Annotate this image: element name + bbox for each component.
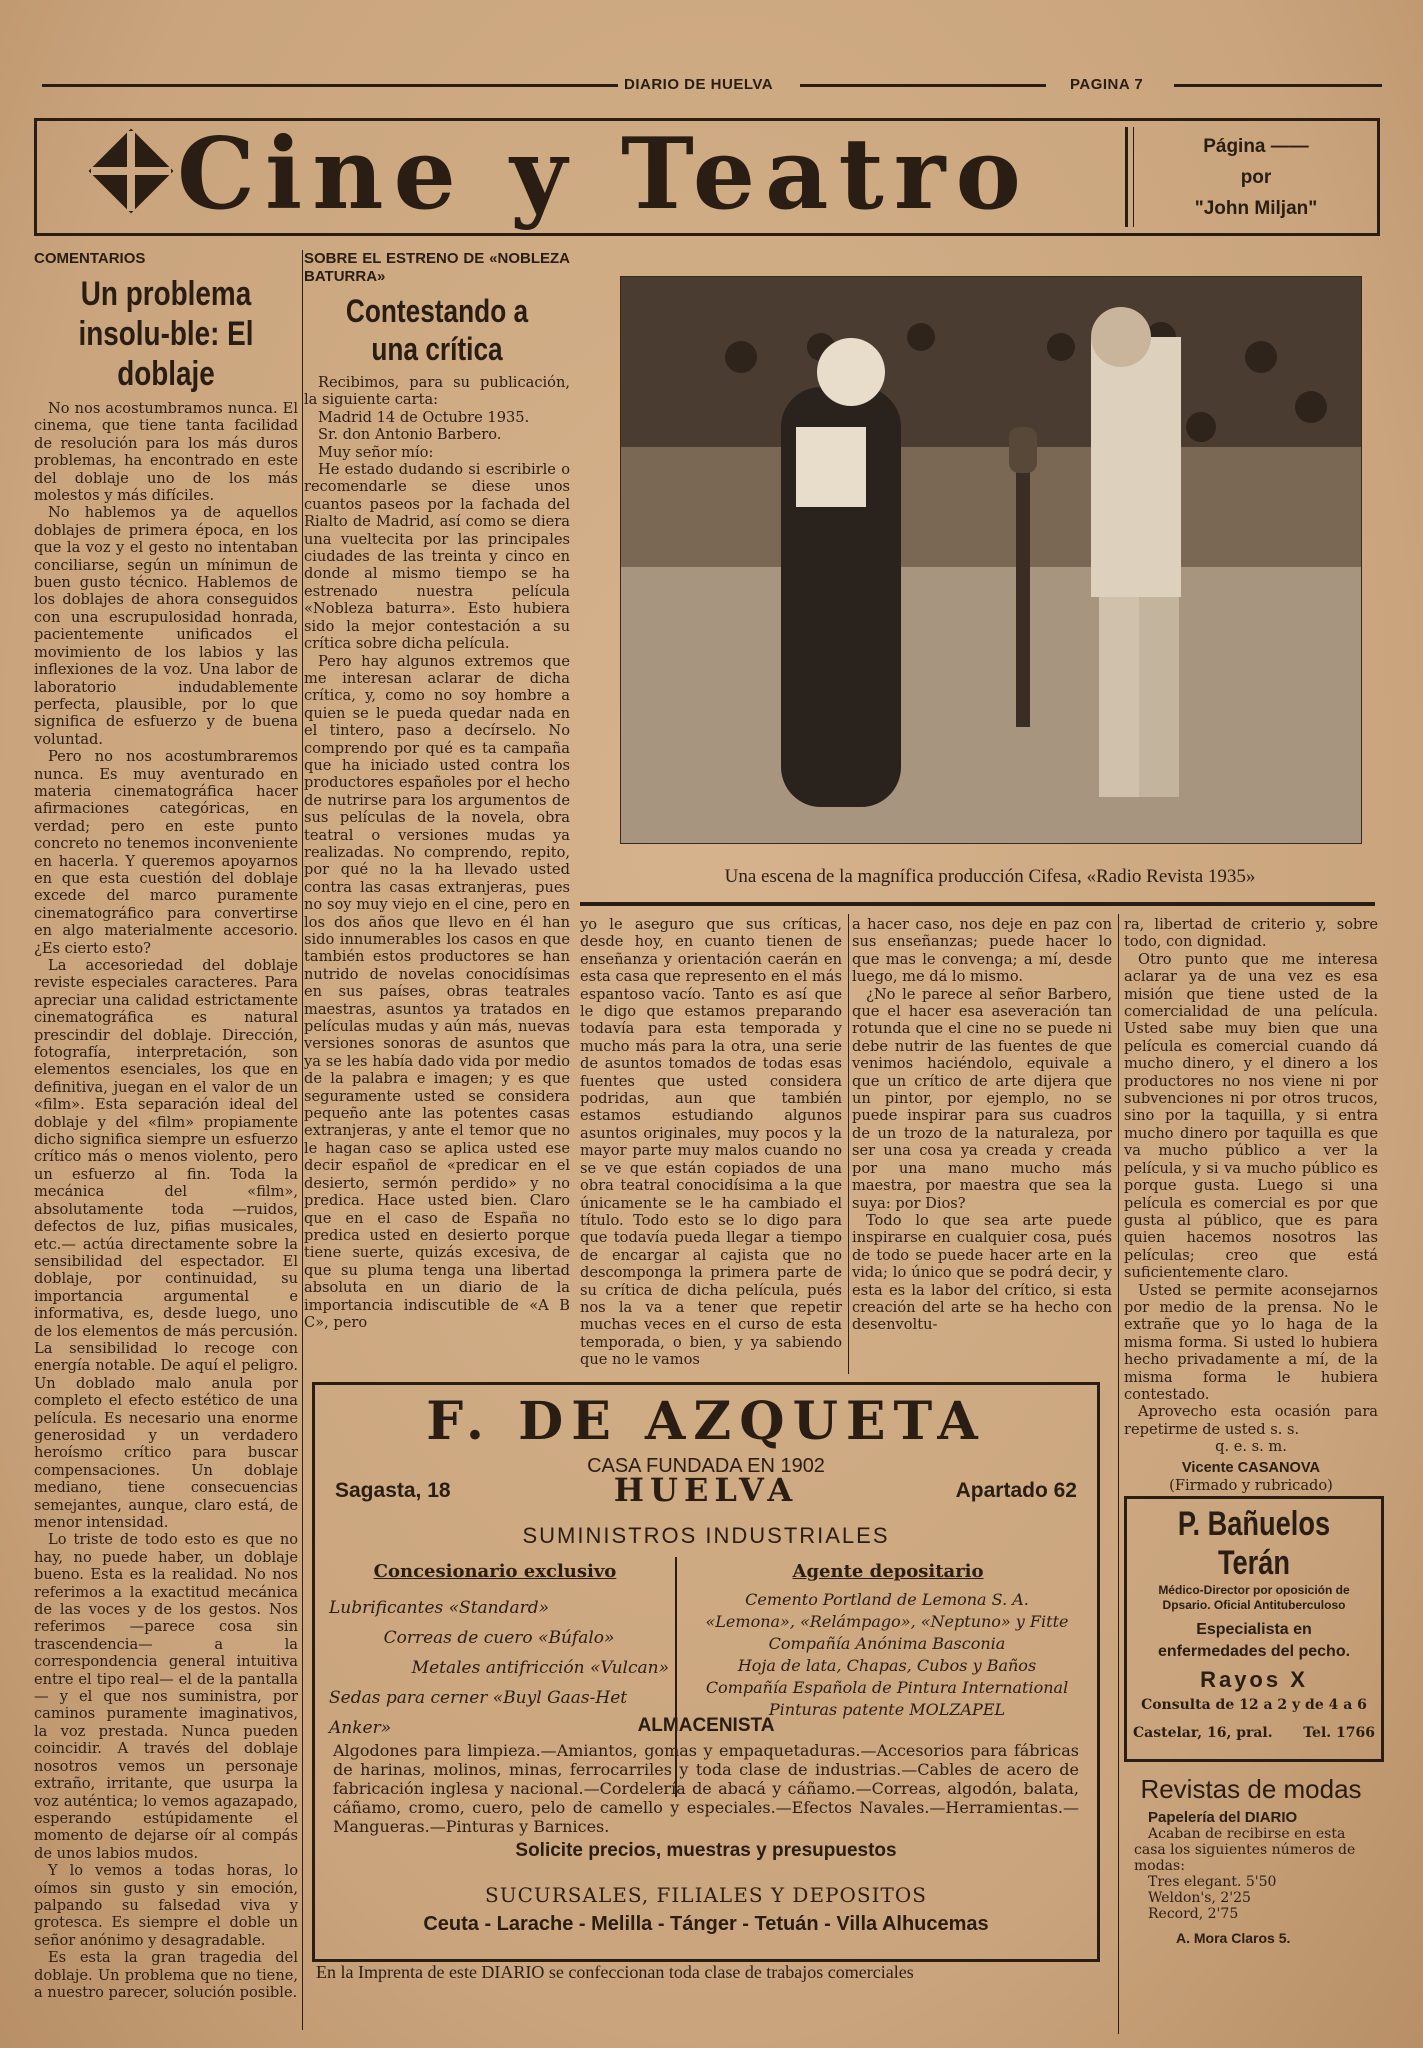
- scene-illustration: [621, 277, 1361, 843]
- ad-left-head: Concesionario exclusivo: [373, 1561, 617, 1582]
- article-contestando: [304, 250, 570, 1331]
- paragraph: Otro punto que me interesa aclarar ya de una vez es esa misión que tiene usted de la comercialidad de una película. Usted sabe muy bien que una película es comercial cuando dá mucho dinero, y el dinero a los productores no nos viene ni por subvenciones ni por otros trucos, sino por la taquilla, y si entra mucho dinero por taquilla es que va mucho público a ver la película, y si va mucho público es porque gusta. Luego si una película es comercial es por que gusta al público, que es para quien hacemos nosotros las películas; creo que está suficientemente claro.: [1124, 950, 1378, 1282]
- header-rule-mid: [800, 84, 1046, 87]
- paragraph: Todo lo que sea arte puede inspirarse en cualquier cosa, pués de todo se puede hacer arte en la vida; lo único que se podrá decir, y esta es la labor del crítico, si esta creación del arte se ha hecho con desenvoltu-: [852, 1211, 1112, 1334]
- azqueta-advertisement: [312, 1382, 1100, 1962]
- column-rule: [302, 250, 303, 2030]
- ad-left-item: Metales antifricción «Vulcan»: [411, 1658, 669, 1678]
- section-title: Cine y Teatro: [177, 117, 1031, 232]
- ad-left-item: Lubrificantes «Standard»: [329, 1598, 550, 1618]
- ad-right-item: Compañía Española de Pintura International: [705, 1678, 1069, 1697]
- paragraph: Es esta la gran tragedia del doblaje. Un problema que no tiene, a nuestro parecer, solución posible.: [34, 1949, 298, 2001]
- paragraph: q. e. s. m.: [1215, 1438, 1287, 1456]
- paragraph: No nos acostumbramos nunca. El cinema, que tiene tanta facilidad de resolución para los más duros problemas, ha encontrado en este del doblaje uno de los más molestos y más difíciles.: [34, 400, 298, 505]
- masthead-divider: [1125, 127, 1128, 227]
- ad-branches: Ceuta - Larache - Melilla - Tánger - Tetuán - Villa Alhucemas: [423, 1913, 989, 1935]
- article-kicker: COMENTARIOS: [34, 250, 146, 267]
- paragraph: Sr. don Antonio Barbero.: [318, 426, 502, 444]
- paper-name: DIARIO DE HUELVA: [624, 76, 774, 93]
- byline-line-3: "John Miljan": [1194, 198, 1318, 219]
- paragraph: Pero hay algunos extremos que me interesan aclarar de dicha crítica, y, como no soy hombre a quien se le pueda quedar nada en el tintero, paso a decírselo. No comprendo por qué es ta campaña que ha iniciado usted contra los productores españoles por el hecho de nutrirse para los argumentos de sus películas de la novela, obra teatral o versiones mudas ya realizadas. No comprendo, repito, por qué no la ha llevado usted contra las casas extranjeras, pues no soy muy viejo en el cine, pero en los dos años que llevo en él han sido innumerables los casos en que también estos productores se han nutrido de novelas conocidísimas en sus países, obras teatrales maestras, asuntos ya tratados en películas mudas y aún más, nuevas versiones sonoras de asuntos que ya se les había dado vida por medio de la palabra e imagen; y es que seguramente usted se considera pequeño ante las potentes casas extranjeras, y ante el temor que no le hagan caso se aplica usted ese decir español de «predicar en el desierto, sermón perdido» y no predica. Hace usted bien. Claro que en el caso de España no predica usted en desierto porque tiene suerte, quizás excesiva, de que su pluma tenga una libertad absoluta en un diario de la importancia indiscutible de «A B C», pero: [304, 652, 570, 1331]
- signature-note: (Firmado y rubricado): [1169, 1477, 1333, 1494]
- column-rule: [1118, 914, 1119, 2034]
- imprenta-notice: En la Imprenta de este DIARIO se confeccionan toda clase de trabajos comerciales: [316, 1962, 914, 1982]
- header-rule-left: [42, 84, 618, 87]
- paragraph: Pero no nos acostumbraremos nunca. Es muy aventurado en materia cinematográfica hacer afirmaciones categóricas, en verdad; pero en este punto concreto no tenemos inconveniente en hacerla. Y queremos apoyarnos en que esta cuestión del doblaje excede del marco puramente cinematográfico para convertirse en algo materialmente accesorio. ¿Es cierto esto?: [34, 748, 298, 957]
- paragraph: Usted se permite aconsejarnos por medio de la prensa. No le extrañe que yo lo haga de la misma forma. Si usted lo hubiera hecho privadamente a mí, de la misma forma le hubiera contestado.: [1124, 1281, 1378, 1403]
- revistas-box: [1124, 1774, 1378, 1946]
- byline-line-1: Página ——: [1203, 136, 1309, 157]
- paragraph: yo le aseguro que sus críticas, desde hoy, en cuanto tienen de enseñanza y orientación caerán en esta casa que represento en el más espantoso vacío. Tanto es así que le digo que estamos preparando todavía para esta temporada y mucho más para la otra, una serie de asuntos tomados de todas esas fuentes que usted considera podridas, aun que también estamos estudiando algunos asuntos originales, muy pocos y la mayor parte muy malos cuando no se ve que están copiados de una obra teatral conocidísima a la que únicamente se le ha cambiado el título. Todo esto se lo digo para que todavía pueda llegar a tiempo de encargar al cajista que no descomponga la primera parte de su crítica de dicha película, pués nos la va a tener que repetir muchas veces en el curso de esta temporada, o bien, y ya sabiendo que no le vamos: [580, 916, 842, 1369]
- doctor-hours: Consulta de 12 a 2 y de 4 a 6: [1141, 1697, 1367, 1713]
- diamond-ornament-icon: [89, 129, 174, 214]
- ad-almacen-text: Algodones para limpieza.—Amiantos, gomas y empaquetaduras.—Accesorios para fábricas de harinas, molinos, minas, ferrocarriles y toda clase de industrias.—Cables de acero de fabricación inglesa y nacional.—Cordelería de abacá y cáñamo.—Correas, algodón, balata, cáñamo, cromo, cuero, pelo de camello y especiales.—Efectos Navales.—Herramientas.—Mangueras.—Pinturas y Barnices.: [333, 1741, 1079, 1836]
- ad-right-item: «Lemona», «Relámpago», «Neptuno» y Fitte: [705, 1612, 1069, 1631]
- paragraph: Muy señor mío:: [318, 443, 434, 461]
- revistas-item: Tres elegant. 5'50: [1148, 1874, 1277, 1890]
- film-still-photo: [620, 276, 1362, 844]
- revistas-item: Record, 2'75: [1148, 1906, 1239, 1922]
- doctor-rayos: Rayos X: [1200, 1667, 1308, 1692]
- paragraph: Madrid 14 de Octubre 1935.: [318, 408, 530, 426]
- masthead-byline: [1151, 131, 1361, 224]
- masthead: [34, 118, 1380, 236]
- article-headline: Contestando a una crítica: [345, 293, 529, 367]
- revistas-head: Revistas de modas: [1140, 1774, 1362, 1804]
- header-rule-right: [1174, 84, 1382, 87]
- ad-right-item: Hoja de lata, Chapas, Cubos y Baños: [737, 1656, 1037, 1675]
- revistas-addr: A. Mora Claros 5.: [1176, 1930, 1291, 1946]
- letter-signature: Vicente CASANOVA: [1181, 1459, 1321, 1476]
- paragraph: ra, libertad de criterio y, sobre todo, con dignidad.: [1124, 916, 1378, 951]
- byline-line-2: por: [1240, 167, 1272, 188]
- ad-company: F. DE AZQUETA: [426, 1391, 986, 1452]
- ad-street: Sagasta, 18: [335, 1479, 451, 1502]
- paragraph: No hablemos ya de aquellos doblajes de primera época, en los que la voz y el gesto no intentaban conciliarse, según un mínimun de buen gusto técnico. Hablemos de los doblajes de ahora conseguidos con una escrupulosidad honrada, pacientemente unificados el movimiento de los labios y las inflexiones de la voz. Una labor de laboratorio indudablemente perfecta, plausible, por lo que significa de esfuerzo y de buena voluntad.: [34, 504, 298, 748]
- paragraph: a hacer caso, nos deje en paz con sus enseñanzas; puede hacer lo que mas le convenga; a mí, desde luego, me dá lo mismo.: [852, 916, 1112, 986]
- doctor-advertisement: [1124, 1496, 1384, 1762]
- ad-right-item: Cemento Portland de Lemona S. A.: [745, 1590, 1029, 1609]
- article-headline: Un problema insolu-ble: El doblaje: [78, 275, 254, 393]
- ad-right-item: Compañía Anónima Basconia: [768, 1634, 1006, 1653]
- ad-branches-head: SUCURSALES, FILIALES Y DEPOSITOS: [485, 1883, 927, 1907]
- ad-almacen-head: ALMACENISTA: [637, 1715, 775, 1736]
- ad-founded: CASA FUNDADA EN 1902: [587, 1455, 825, 1477]
- ad-city: HUELVA: [613, 1471, 799, 1509]
- paragraph: Y lo vemos a todas horas, lo oímos sin gusto y sin emoción, palpando su falsedad viva y grotesca. Es siempre el doble un señor anónimo y desagradable.: [34, 1862, 298, 1949]
- doctor-name: P. Bañuelos Terán: [1177, 1505, 1331, 1582]
- photo-caption: Una escena de la magnífica producción Cifesa, «Radio Revista 1935»: [724, 866, 1256, 887]
- paragraph: ¿No le parece al señor Barbero, que el hacer esa aseveración tan rotunda que el cine no se puede ni debe nutrir de las fuentes de que venimos haciéndolo, equivale a que un crítico de arte dijera que un pintor, por ejemplo, no se puede inspirar para sus cuadros de un trozo de la naturaleza, por ser una cosa ya creada y creada por una mano mucho más maestra, por maestra que sea la suya: por Dios?: [852, 985, 1112, 1212]
- paragraph: Lo triste de todo esto es que no hay, no puede haber, un doblaje bueno. Esta es la realidad. No nos referimos a la exactitud mecánica de las voces y de los gestos. Nos referimos —parece cosa sin trascendencia— a la correspondencia general intuitiva entre el tipo real— el de la pantalla— y el que nos suministra, por caminos puramente imaginativos, la voz prestada. Nunca pueden coincidir. A través del doblaje nosotros vemos un personaje extraño, irritante, que usurpa la voz auténtica; lo vemos agazapado, esperando estúpidamente el momento de dejarse oír al compás de unos labios mudos.: [34, 1531, 298, 1862]
- doctor-specialty: Especialista en enfermedades del pecho.: [1157, 1621, 1351, 1660]
- doctor-phone: Tel. 1766: [1303, 1725, 1375, 1741]
- article-contestando-cont-3: [1124, 916, 1378, 1494]
- revistas-sub: Papelería del DIARIO: [1148, 1809, 1298, 1826]
- ad-pobox: Apartado 62: [955, 1479, 1077, 1502]
- article-contestando-cont-2: [852, 916, 1112, 1334]
- ad-right-head: Agente depositario: [792, 1561, 984, 1582]
- ad-right-item: Pinturas patente MOLZAPEL: [768, 1700, 1006, 1719]
- column-rule: [848, 914, 849, 1374]
- doctor-title: Médico-Director por oposición de Dpsario. Oficial Antituberculoso: [1158, 1583, 1350, 1612]
- paragraph: He estado dudando si escribirle o recomendarle se diese unos cuantos paseos por la fachada del Rialto de Madrid, así como se diera una vueltecita por las principales ciudades de las treinta y cinco en donde al mismo tiempo se ha estrenado nuestra película «Nobleza baturra». Esto hubiera sido la mejor contestación a su crítica sobre dicha película.: [304, 461, 570, 653]
- article-kicker: SOBRE EL ESTRENO DE «NOBLEZA BATURRA»: [304, 250, 570, 285]
- ad-left-item: Sedas para cerner «Buyl Gaas-Het Anker»: [329, 1688, 628, 1738]
- ad-request: Solicite precios, muestras y presupuestos: [515, 1840, 897, 1861]
- paragraph: Aprovecho esta ocasión para repetirme de usted s. s.: [1124, 1403, 1378, 1438]
- ad-right-list: [685, 1589, 1089, 1721]
- doctor-address: Castelar, 16, pral.: [1133, 1725, 1273, 1741]
- revistas-list: [1148, 1874, 1378, 1922]
- article-contestando-cont-1: [580, 916, 842, 1369]
- revistas-text: Acaban de recibirse en esta casa los siguientes números de modas:: [1134, 1826, 1356, 1874]
- ad-left-item: Correas de cuero «Búfalo»: [383, 1628, 615, 1648]
- page-number: PAGINA 7: [1070, 76, 1144, 93]
- masthead-divider-thin: [1133, 127, 1134, 227]
- photo-rule: [580, 902, 1375, 906]
- paragraph: La accesoriedad del doblaje reviste especiales caracteres. Para apreciar una calidad estrictamente cinematográfica es natural prescindir del doblaje. Dirección, fotografía, interpretación, son elementos esenciales, los que en definitiva, juegan en el valor de un «film». Esta separación ideal del doblaje y del «film» propiamente dicho significa siempre un esfuerzo crítico más o menos violento, pero un esfuerzo al fin. Toda la mecánica del «film», absolutamente toda —ruidos, defectos de luz, pifias musicales, etc.— actúa directamente sobre la sensibilidad del espectador. El doblaje, por continuidad, su importancia argumental e informativa, es, desde luego, uno de los elementos de más percusión. La sensibilidad lo recoge con energía notable. De aquí el peligro. Un doblado malo anula por completo el efecto estético de una película. Es necesario una enorme generosidad y un verdadero heroísmo crítico para buscar compensaciones. Un doblaje mediano, tiene consecuencias semejantes, aunque, claro está, de menor intensidad.: [34, 957, 298, 1531]
- article-doblaje: [34, 250, 298, 2001]
- paragraph: Recibimos, para su publicación, la siguiente carta:: [304, 374, 570, 409]
- doctor-contact: [1127, 1725, 1381, 1741]
- ad-section: SUMINISTROS INDUSTRIALES: [522, 1523, 890, 1548]
- revistas-item: Weldon's, 2'25: [1148, 1890, 1251, 1906]
